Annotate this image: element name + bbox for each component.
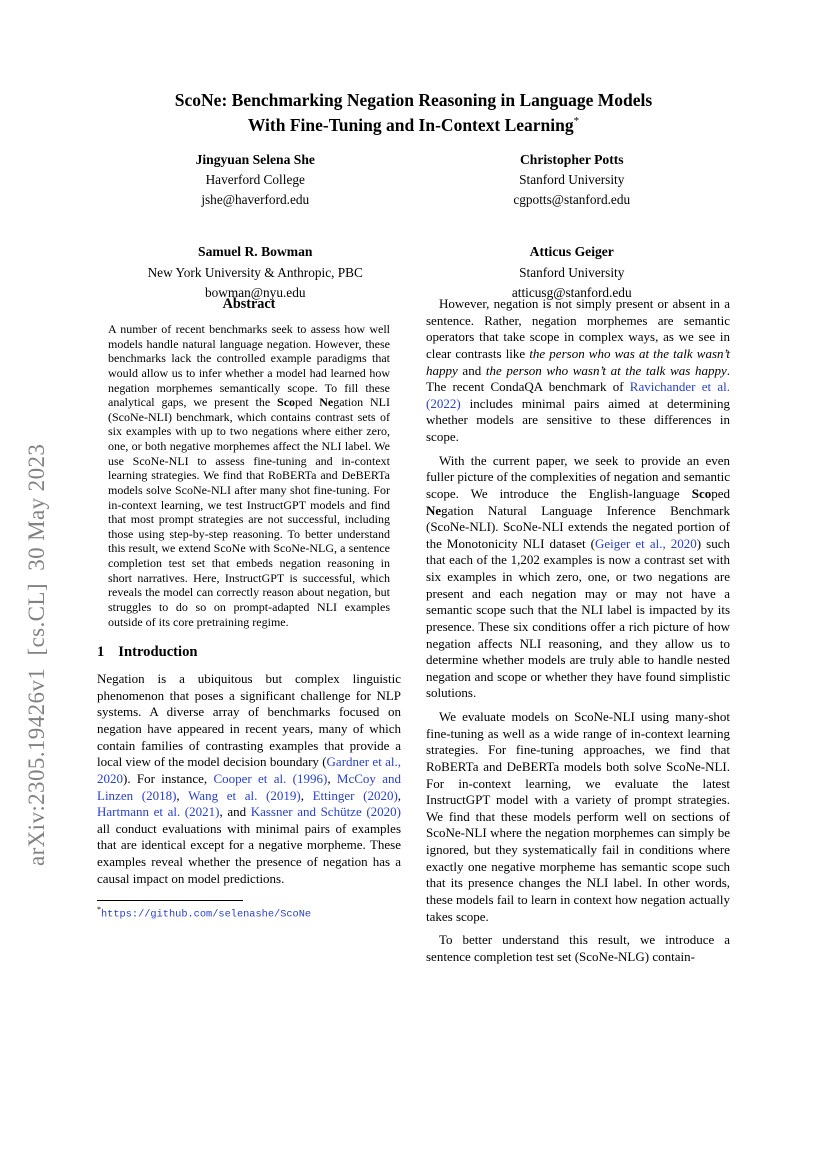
footnote-block	[97, 900, 401, 921]
author-email: cgpotts@stanford.edu	[513, 192, 631, 208]
citation-link[interactable]: Gardner et al., 2020	[97, 754, 401, 786]
footnote-rule	[97, 900, 243, 901]
text-segment: A number of recent benchmarks seek to assess how well models handle natural language negation. However, these benchmarks lack the controlled example paradigms that would allow us to infer whether a model had learned how negation morphemes semantically scope. To fill these analytical gaps, we present the	[108, 322, 390, 410]
abstract-heading: Abstract	[222, 296, 276, 312]
text-segment: Negation is a ubiquitous but complex linguistic phenomenon that poses a significant challenge for NLP systems. A diverse array of benchmarks focused on negation have appeared in recent years, many of which contain families of contrasting examples that provide a local view of the model decision boundary (	[97, 671, 401, 770]
citation-link[interactable]: Wang et al. (2019)	[188, 787, 301, 803]
text-segment: . The recent CondaQA benchmark of	[426, 362, 730, 395]
paper-title-line2: With Fine-Tuning and In-Context Learning*	[247, 114, 580, 135]
author-affiliation: Stanford University	[519, 172, 625, 188]
text-segment: and	[457, 362, 486, 378]
text-segment: We evaluate models on ScoNe-NLI using many-shot fine-tuning as well as a wide range of in-context learning strategies. For fine-tuning approaches, we find that RoBERTa and DeBERTa models both solve ScoNe-NLI. For in-context learning, we evaluate the latest InstructGPT model with a variety of prompt strategies. We find that these models perform well on sections of ScoNe-NLI where the negation morphemes can simply be ignored, but they systematically fail in conditions where exactly one negative morpheme has semantic scope such that its presence changes the NLI label. In other words, these models fail to learn in context how negation actually takes scope.	[426, 709, 730, 924]
text-segment: , and	[219, 804, 251, 820]
author-affiliation: New York University & Anthropic, PBC	[147, 264, 363, 280]
section-title: Introduction	[118, 644, 198, 661]
text-segment: the person who was at the talk wasn’t happy	[426, 345, 730, 378]
text-segment: Ne	[426, 502, 442, 518]
authors-block	[97, 150, 730, 303]
author-name: Jingyuan Selena She	[195, 152, 315, 167]
section-heading-introduction	[97, 644, 401, 661]
author-2	[414, 150, 731, 210]
footnote-url-link[interactable]: https://github.com/selenashe/ScoNe	[101, 908, 312, 921]
text-segment: ,	[300, 787, 313, 803]
arxiv-watermark: arXiv:2305.19426v1 [cs.CL] 30 May 2023	[24, 443, 49, 866]
citation-link[interactable]: Kassner and Schütze (2020)	[250, 804, 401, 820]
right-column	[426, 296, 730, 972]
citation-link[interactable]: Hartmann et al. (2021)	[97, 804, 220, 820]
citation-link[interactable]: Cooper et al. (1996)	[213, 770, 328, 786]
text-segment: the person who wasn’t at the talk was happy	[485, 362, 727, 378]
intro-paragraph-1	[97, 671, 401, 887]
text-segment: ped	[295, 395, 320, 410]
author-name: Samuel R. Bowman	[198, 244, 313, 260]
text-segment: ,	[327, 770, 337, 786]
author-email: atticusg@stanford.edu	[511, 284, 632, 300]
author-affiliation: Haverford College	[205, 172, 305, 188]
author-3	[97, 242, 414, 302]
footnote-marker: *	[97, 905, 101, 915]
left-column	[97, 296, 401, 921]
text-segment: With the current paper, we seek to provide an even fuller picture of the complexities of negation and semantic scope. We introduce the English-language	[426, 452, 730, 501]
text-segment: ). For instance,	[123, 770, 214, 786]
section-number: 1	[97, 644, 105, 661]
citation-link[interactable]: Ettinger (2020)	[312, 787, 398, 803]
citation-link[interactable]: Ravichander et al. (2022)	[426, 379, 730, 411]
right-paragraph-1	[426, 296, 730, 446]
author-email: jshe@haverford.edu	[201, 192, 310, 208]
author-affiliation: Stanford University	[519, 264, 625, 280]
author-email: bowman@nyu.edu	[204, 284, 306, 300]
citation-link[interactable]: McCoy and Linzen (2018)	[97, 770, 402, 803]
right-paragraph-2	[426, 453, 730, 702]
text-segment: Sco	[277, 395, 296, 410]
text-segment: To better understand this result, we introduce a sentence completion test set (ScoNe-NLG) contain-	[426, 932, 730, 964]
text-segment: gation NLI (ScoNe-NLI) benchmark, which contains contrast sets of six examples with up to two negations where either zero, one, or both negative morphemes affect the NLI label. We use ScoNe-NLI to assess fine-tuning and in-context learning strategies. We find that RoBERTa and DeBERTa models solve ScoNe-NLI after many shot fine-tuning. For in-context learning, we test InstructGPT models and find that most prompt strategies are not successful, including those using step-by-step reasoning. To better understand this result, we extend ScoNe with ScoNe-NLG, a sentence completion test set that embeds negation reasoning in short narratives. Here, InstructGPT is successful, which reveals the model can correctly reason about negation, but struggles to do so on prompt-adapted NLI examples outside of its core pretraining regime.	[108, 395, 390, 629]
text-segment: Sco	[691, 485, 712, 501]
text-segment: However, negation is not simply present or absent in a sentence. Rather, negation morphemes are semantic operators that take scope in complex ways, as we see in clear contrasts like	[426, 296, 730, 361]
text-segment: gation Natural Language Inference Benchmark (ScoNe-NLI). ScoNe-NLI extends the negated portion of the Monotonicity NLI dataset (	[426, 502, 730, 551]
abstract-text	[108, 322, 390, 629]
text-segment: Ne	[319, 395, 334, 410]
text-segment: ,	[176, 787, 189, 803]
text-segment: ) such that each of the 1,202 examples is now a contrast set with six examples in which zero, one, or two negations are present and each negation may or may not have a semantic scope such that the NLI label is impacted by its presence. These six conditions offer a rich picture of how negation affects NLI reasoning, and they allow us to determine whether models are truly able to handle nested negation and scope or whether they have found simplistic solutions.	[426, 535, 730, 701]
author-1	[97, 150, 414, 210]
footnote	[97, 905, 401, 921]
right-paragraph-4	[426, 932, 730, 965]
author-name: Atticus Geiger	[529, 244, 614, 260]
author-4	[414, 242, 731, 302]
citation-link[interactable]: Geiger et al., 2020	[594, 535, 697, 551]
right-paragraph-3	[426, 709, 730, 925]
text-segment: ,	[397, 787, 402, 803]
title-footnote-marker: *	[573, 115, 580, 128]
author-name: Christopher Potts	[519, 152, 624, 167]
text-segment: ped	[711, 485, 730, 501]
paper-title-line1: ScoNe: Benchmarking Negation Reasoning in Language Models	[174, 90, 653, 110]
text-segment: includes minimal pairs aimed at determining whether models are sensitive to these differences in scope.	[426, 395, 730, 444]
text-segment: all conduct evaluations with minimal pairs of examples that are identical except for a negative morpheme. These examples reveal whether the presence of negation has a causal impact on model predictions.	[97, 820, 401, 886]
paper-title	[60, 88, 767, 138]
